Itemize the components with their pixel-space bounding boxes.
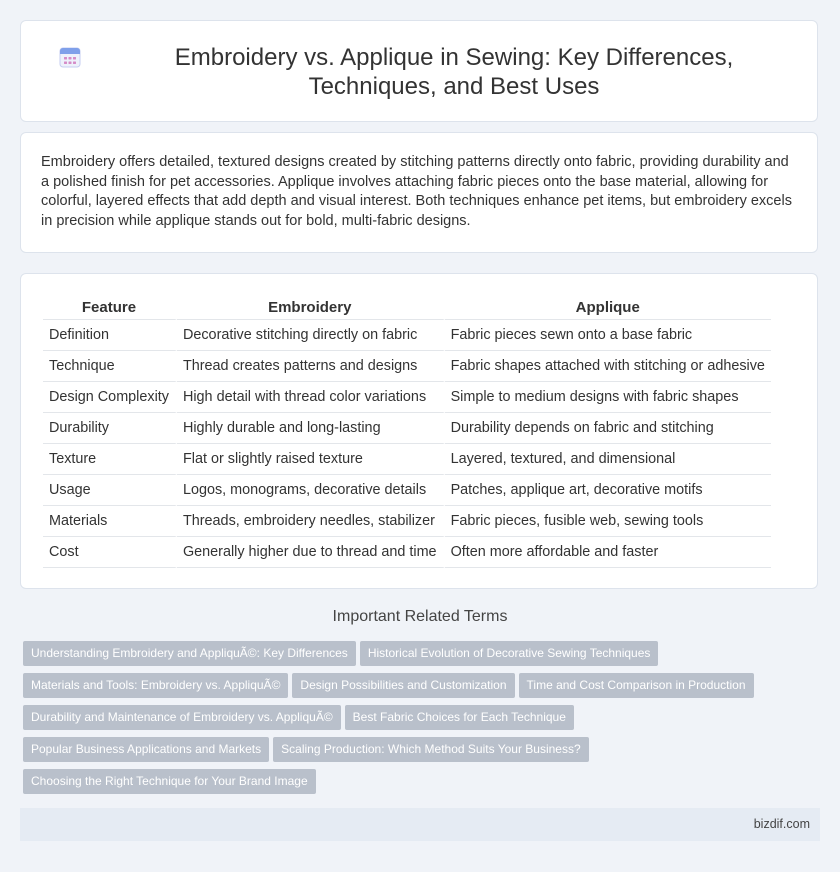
cell-applique: Often more affordable and faster — [445, 537, 771, 568]
table-row — [43, 475, 771, 506]
cell-feature: Texture — [43, 444, 177, 475]
cell-applique: Durability depends on fabric and stitching — [445, 413, 771, 444]
cell-feature: Cost — [43, 537, 177, 568]
cell-embroidery: Thread creates patterns and designs — [177, 351, 445, 382]
cell-embroidery: Highly durable and long-lasting — [177, 413, 445, 444]
table-row — [43, 351, 771, 382]
column-header-embroidery: Embroidery — [177, 295, 445, 320]
related-term-tag[interactable]: Historical Evolution of Decorative Sewing Techniques — [360, 641, 659, 666]
table-row — [43, 320, 771, 351]
related-term-tag[interactable]: Design Possibilities and Customization — [292, 673, 514, 698]
table-row — [43, 382, 771, 413]
related-term-tag[interactable]: Understanding Embroidery and AppliquÃ©: Key Differences — [23, 641, 356, 666]
cell-feature: Design Complexity — [43, 382, 177, 413]
cell-applique: Simple to medium designs with fabric shapes — [445, 382, 771, 413]
table-row — [43, 537, 771, 568]
cell-embroidery: Threads, embroidery needles, stabilizer — [177, 506, 445, 537]
header-card — [20, 20, 818, 122]
footer-site-link[interactable]: bizdif.com — [753, 817, 810, 831]
cell-embroidery: Generally higher due to thread and time — [177, 537, 445, 568]
cell-feature: Definition — [43, 320, 177, 351]
related-term-tag[interactable]: Durability and Maintenance of Embroidery vs. AppliquÃ© — [23, 705, 341, 730]
related-term-tag[interactable]: Time and Cost Comparison in Production — [519, 673, 754, 698]
table-row — [43, 444, 771, 475]
cell-applique: Fabric shapes attached with stitching or adhesive — [445, 351, 771, 382]
cell-embroidery: Decorative stitching directly on fabric — [177, 320, 445, 351]
footer — [20, 808, 820, 841]
cell-applique: Fabric pieces sewn onto a base fabric — [445, 320, 771, 351]
intro-card — [20, 132, 818, 253]
column-header-feature: Feature — [43, 295, 177, 320]
cell-feature: Technique — [43, 351, 177, 382]
cell-feature: Durability — [43, 413, 177, 444]
cell-embroidery: Flat or slightly raised texture — [177, 444, 445, 475]
cell-applique: Layered, textured, and dimensional — [445, 444, 771, 475]
related-terms-heading: Important Related Terms — [332, 608, 508, 625]
table-header-row — [43, 295, 771, 320]
comparison-card — [20, 273, 818, 589]
cell-applique: Patches, applique art, decorative motifs — [445, 475, 771, 506]
cell-feature: Usage — [43, 475, 177, 506]
related-term-tag[interactable]: Scaling Production: Which Method Suits Your Business? — [273, 737, 589, 762]
cell-embroidery: Logos, monograms, decorative details — [177, 475, 445, 506]
page-title: Embroidery vs. Applique in Sewing: Key Differences, Techniques, and Best Uses — [174, 44, 734, 100]
table-row — [43, 506, 771, 537]
related-term-tag[interactable]: Popular Business Applications and Markets — [23, 737, 269, 762]
calendar-icon — [59, 46, 81, 68]
related-terms-list — [23, 641, 803, 801]
table-row — [43, 413, 771, 444]
column-header-applique: Applique — [445, 295, 771, 320]
cell-embroidery: High detail with thread color variations — [177, 382, 445, 413]
intro-text: Embroidery offers detailed, textured designs created by stitching patterns directly onto fabric, providing durability and a polished finish for pet accessories. Applique involves attaching fabric pieces onto the base material, allowing for colorful, layered effects that add depth and visual interest. Both techniques enhance pet items, but embroidery excels in precision while applique stands out for bold, multi-fabric designs. — [41, 154, 792, 229]
comparison-table — [43, 295, 771, 568]
cell-applique: Fabric pieces, fusible web, sewing tools — [445, 506, 771, 537]
cell-feature: Materials — [43, 506, 177, 537]
table-body — [43, 320, 771, 568]
related-term-tag[interactable]: Materials and Tools: Embroidery vs. AppliquÃ© — [23, 673, 288, 698]
related-term-tag[interactable]: Best Fabric Choices for Each Technique — [345, 705, 574, 730]
related-term-tag[interactable]: Choosing the Right Technique for Your Brand Image — [23, 769, 316, 794]
